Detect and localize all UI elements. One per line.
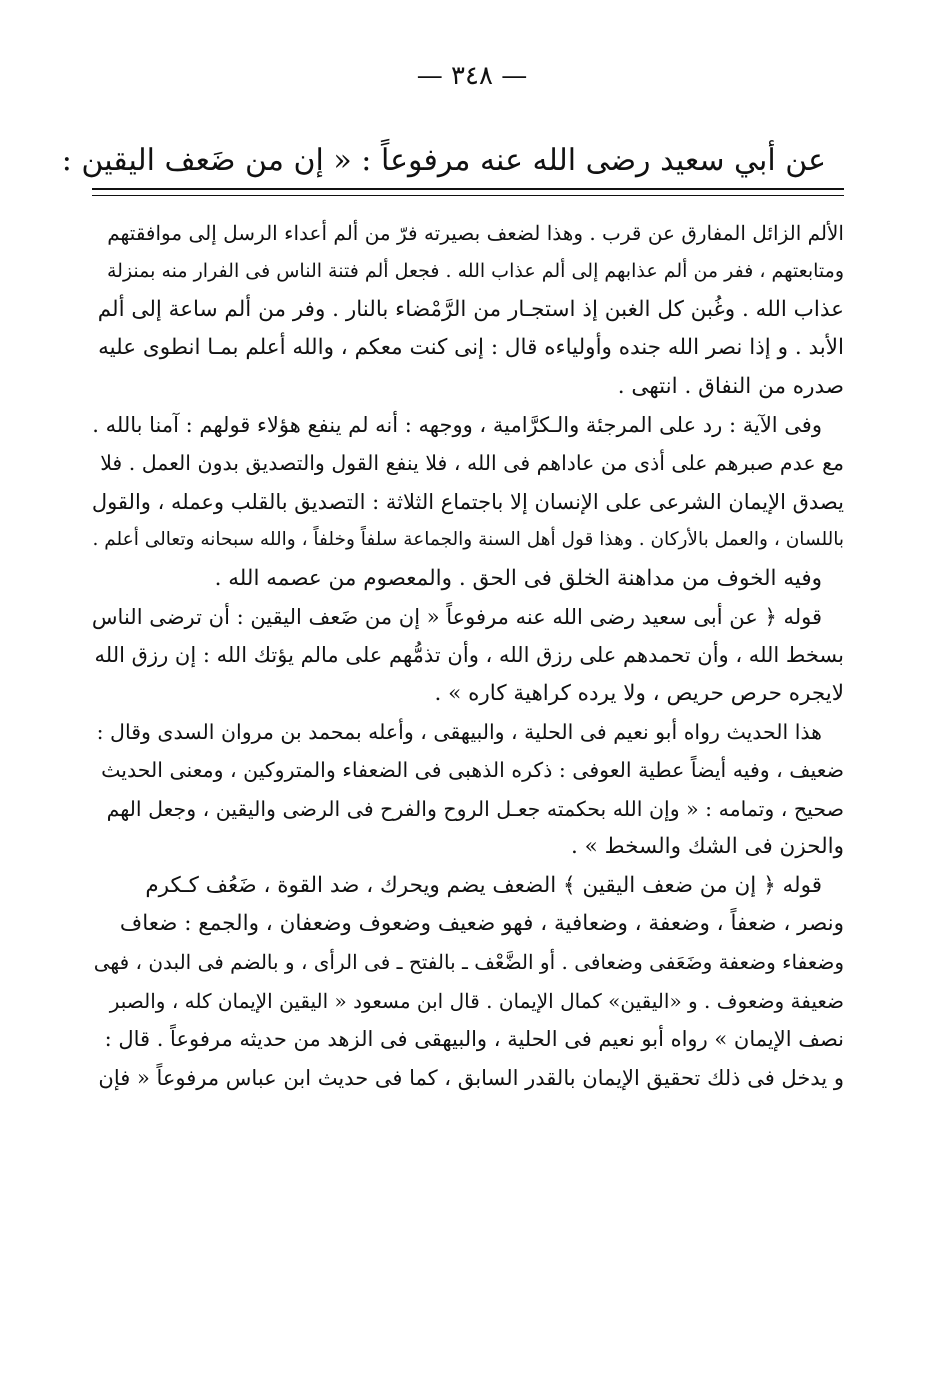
text-line: عذاب الله . وغُبن كل الغبن إذ استجـار من الرَّمْضاء بالنار . وفر من ألم ساعة إلى ألم: [97, 296, 844, 322]
text-line: باللسان ، والعمل بالأركان . وهذا قول أهل السنة والجماعة سلفاً وخلفاً ، والله سبحانه وتعالى أعلم .: [92, 529, 844, 551]
text-line: هذا الحديث رواه أبو نعيم فى الحلية ، والبيهقى ، وأعله بمحمد بن مروان السدى وقال :: [96, 720, 822, 745]
body-text: [92, 214, 844, 1097]
text-line: الأبد . و إذا نصر الله جنده وأولياءه قال : إنى كنت معكم ، والله أعلم بمـا انطوى عليه: [98, 335, 844, 361]
text-line: ومتابعتهم ، ففر من ألم عذابهم إلى ألم عذاب الله . فجعل ألم فتنة الناس فى الفرار منه بمنزلة: [106, 260, 844, 283]
text-line: صدره من النفاق . انتهى .: [617, 373, 844, 399]
page-header: عن أبي سعيد رضى الله عنه مرفوعاً : « إن من ضَعف اليقين :: [61, 143, 826, 178]
text-line: وفى الآية : رد على المرجئة والـكرَّامية ، ووجهه : أنه لم ينفع هؤلاء قولهم : آمنا بالله .: [92, 412, 822, 437]
text-line: ضعيف ، وفيه أيضاً عطية العوفى : ذكره الذهبى فى الضعفاء والمتروكين ، ومعنى الحديث: [101, 758, 844, 783]
header-rule-thin: [92, 195, 844, 196]
text-line: وضعفاء وضعفة وضَعَفى وضعافى . أو الضَّعْف ـ بالفتح ـ فى الرأى ، و بالضم فى البدن ، فهى: [93, 950, 844, 975]
text-line: نصف الإيمان » رواه أبو نعيم فى الحلية ، والبيهقى فى الزهد من حديثه مرفوعاً . قال :: [104, 1027, 844, 1052]
header-rule-thick: [92, 188, 844, 190]
text-line: قوله ﴿ إن من ضعف اليقين ﴾ الضعف يضم ويحرك ، ضد القوة ، ضَعُف كـكرم: [145, 872, 822, 898]
text-line: والحزن فى الشك والسخط » .: [571, 834, 844, 860]
text-line: قوله ﴿ عن أبى سعيد رضى الله عنه مرفوعاً « إن من ضَعف اليقين : أن ترضى الناس: [92, 604, 822, 629]
text-line: وفيه الخوف من مداهنة الخلق فى الحق . والمعصوم من عصمه الله .: [214, 565, 822, 591]
text-line: يصدق الإيمان الشرعى على الإنسان إلا باجتماع الثلاثة : التصديق بالقلب وعمله ، والقول: [92, 489, 844, 514]
text-line: بسخط الله ، وأن تحمدهم على رزق الله ، وأن تذمُّهم على مالم يؤتك الله : إن رزق الله: [94, 643, 844, 668]
text-line: ضعيفة وضعوف . و «اليقين» كمال الإيمان . قال ابن مسعود « اليقين الإيمان كله ، والصبر: [109, 988, 844, 1013]
text-line: ونصر ، ضعفاً ، وضعفة ، وضعافية ، فهو ضعيف وضعوف وضعفان ، والجمع : ضعاف: [119, 911, 844, 937]
page-number: — ٣٤٨ —: [416, 61, 528, 91]
text-line: صحيح ، وتمامه : « وإن الله بحكمته جعـل الروح والفرح فى الرضى واليقين ، وجعل الهم: [106, 796, 844, 821]
text-line: الألم الزائل المفارق عن قرب . وهذا لضعف بصيرته فرّ من ألم أعداء الرسل إلى موافقتهم: [107, 221, 844, 245]
text-line: مع عدم صبرهم على أذى من عاداهم فى الله ، فلا ينفع القول والتصديق بدون العمل . فلا: [100, 451, 844, 476]
text-line: و يدخل فى ذلك تحقيق الإيمان بالقدر السابق ، كما فى حديث ابن عباس مرفوعاً « فإن: [98, 1065, 844, 1090]
text-line: لايجره حرص حريص ، ولا يرده كراهية كاره » .: [434, 680, 844, 706]
